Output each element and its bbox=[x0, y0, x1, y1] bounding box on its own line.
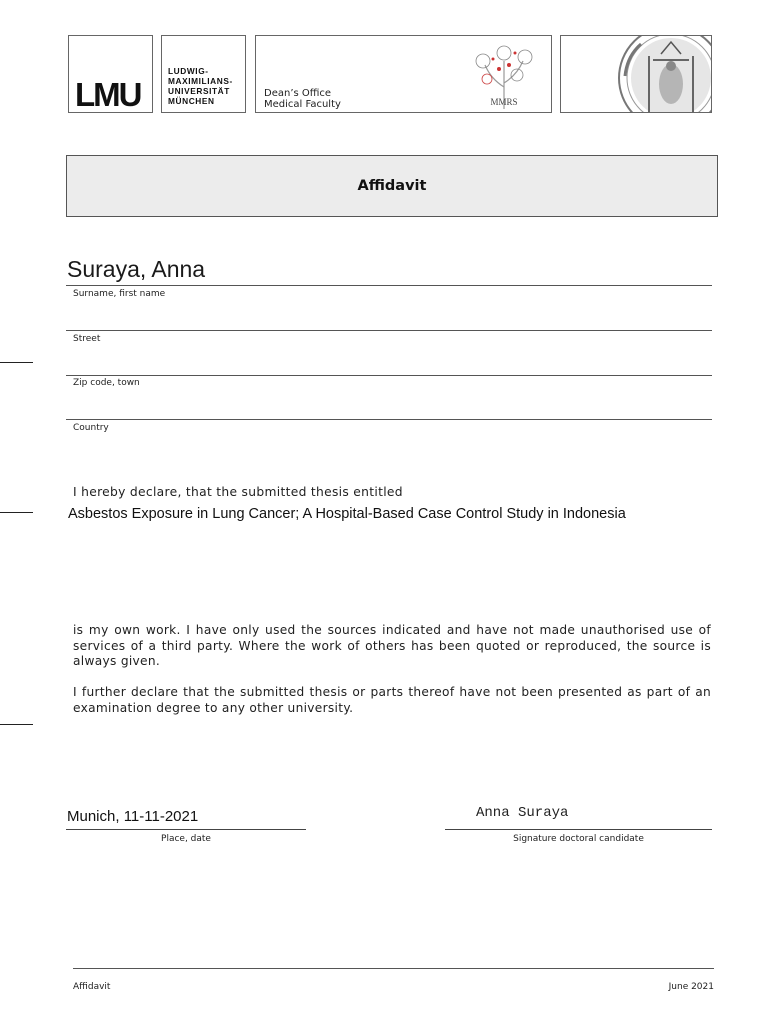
name-label: Surname, first name bbox=[73, 289, 166, 299]
place-date-label: Place, date bbox=[161, 834, 211, 844]
university-line: LUDWIG- bbox=[168, 66, 209, 76]
name-line bbox=[66, 285, 712, 286]
deans-office-block bbox=[255, 35, 552, 113]
signature-label: Signature doctoral candidate bbox=[513, 834, 644, 844]
declaration-intro: I hereby declare, that the submitted thesis entitled bbox=[73, 485, 403, 499]
zip-line bbox=[66, 375, 712, 376]
country-line bbox=[66, 419, 712, 420]
footer-divider bbox=[73, 968, 714, 969]
university-name bbox=[168, 66, 233, 106]
declaration-paragraph-1: is my own work. I have only used the sources indicated and have not made unauthorised use of services of a third party. Where the work of others has been quoted or reproduced, the source is always given. bbox=[73, 623, 711, 668]
lmu-wordmark: LMU bbox=[75, 76, 141, 113]
name-value: Suraya, Anna bbox=[67, 256, 206, 282]
deans-office-label: Dean’s Office bbox=[264, 88, 332, 99]
fold-mark bbox=[0, 362, 33, 363]
mmrs-logo-text: MMRS bbox=[490, 97, 518, 107]
place-date-value: Munich, 11-11-2021 bbox=[67, 808, 199, 825]
country-label: Country bbox=[73, 423, 109, 433]
footer-date: June 2021 bbox=[668, 982, 714, 992]
university-line: MÜNCHEN bbox=[168, 96, 215, 106]
university-line: MAXIMILIANS- bbox=[168, 76, 233, 86]
deans-office-text bbox=[264, 88, 341, 110]
university-name-block bbox=[161, 35, 246, 113]
zip-label: Zip code, town bbox=[73, 378, 140, 388]
declaration-paragraph-2: I further declare that the submitted thesis or parts thereof have not been presented as part of an examination degree to any other university. bbox=[73, 685, 711, 715]
footer-document-name: Affidavit bbox=[73, 982, 111, 992]
medical-faculty-label: Medical Faculty bbox=[264, 99, 341, 110]
university-seal-icon bbox=[561, 36, 712, 113]
fold-mark bbox=[0, 724, 33, 725]
affidavit-title-box bbox=[66, 155, 718, 217]
lmu-logo bbox=[68, 35, 153, 113]
fold-mark bbox=[0, 512, 33, 513]
thesis-title: Asbestos Exposure in Lung Cancer; A Hospital-Based Case Control Study in Indonesia bbox=[68, 506, 626, 522]
place-date-line bbox=[66, 829, 306, 830]
university-line: UNIVERSITÄT bbox=[168, 86, 230, 96]
street-line bbox=[66, 330, 712, 331]
signature-line bbox=[445, 829, 712, 830]
university-seal bbox=[560, 35, 712, 113]
street-label: Street bbox=[73, 334, 101, 344]
mmrs-logo-icon bbox=[469, 39, 539, 111]
page-title: Affidavit bbox=[357, 178, 427, 194]
signature-value: Anna Suraya bbox=[476, 805, 569, 821]
